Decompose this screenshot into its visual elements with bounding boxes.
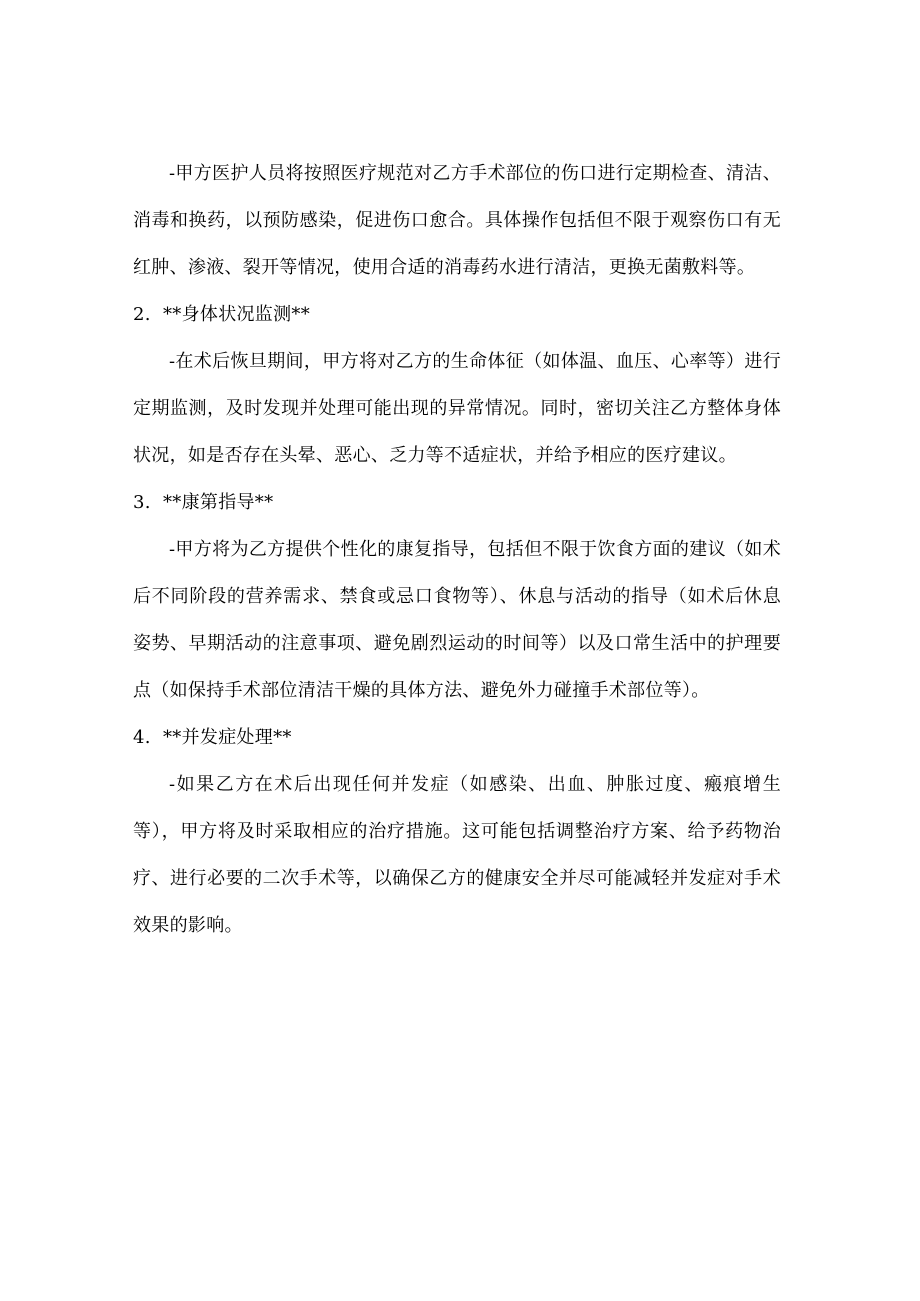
document-body [133,150,781,949]
section-number: 4. [133,727,151,748]
paragraph-rehab-guidance: -甲方将为乙方提供个性化的康复指导，包括但不限于饮食方面的建议（如术后不同阶段的营养需求、禁食或忌口食物等）、休息与活动的指导（如术后休息姿势、早期活动的注意事项、避免剧烈运动的时间等）以及口常生活中的护理要点（如保持手术部位清洁干燥的具体方法、避免外力碰撞手术部位等）。 [133,539,781,701]
section-title: **康第指导** [163,492,274,513]
paragraph-wound-care: -甲方医护人员将按照医疗规范对乙方手术部位的伤口进行定期检查、清洁、消毒和换药，以预防感染，促进伤口愈合。具体操作包括但不限于观察伤口有无红肿、渗液、裂开等情况，使用合适的消毒药水进行清洁，更换无菌敷料等。 [133,163,781,278]
section-number: 3. [133,492,151,513]
section-heading-rehab-guidance [133,479,781,526]
paragraph-complication-handling: -如果乙方在术后出现任何并发症（如感染、出血、肿胀过度、瘢痕增生等），甲方将及时采取相应的治疗措施。这可能包括调整治疗方案、给予药物治疗、进行必要的二次手术等，以确保乙方的健康安全并尽可能减轻并发症对手术效果的影响。 [133,774,781,936]
section-heading-complication-handling [133,714,781,761]
section-title: **并发症处理** [163,727,292,748]
section-title: **身体状况监测** [163,304,310,325]
paragraph-health-monitoring: -在术后恢旦期间，甲方将对乙方的生命体征（如体温、血压、心率等）进行定期监测，及时发现并处理可能出现的异常情况。同时，密切关注乙方整体身体状况，如是否存在头晕、恶心、乏力等不适症状，并给予相应的医疗建议。 [133,351,781,466]
section-heading-health-monitoring [133,291,781,338]
section-number: 2. [133,304,151,325]
